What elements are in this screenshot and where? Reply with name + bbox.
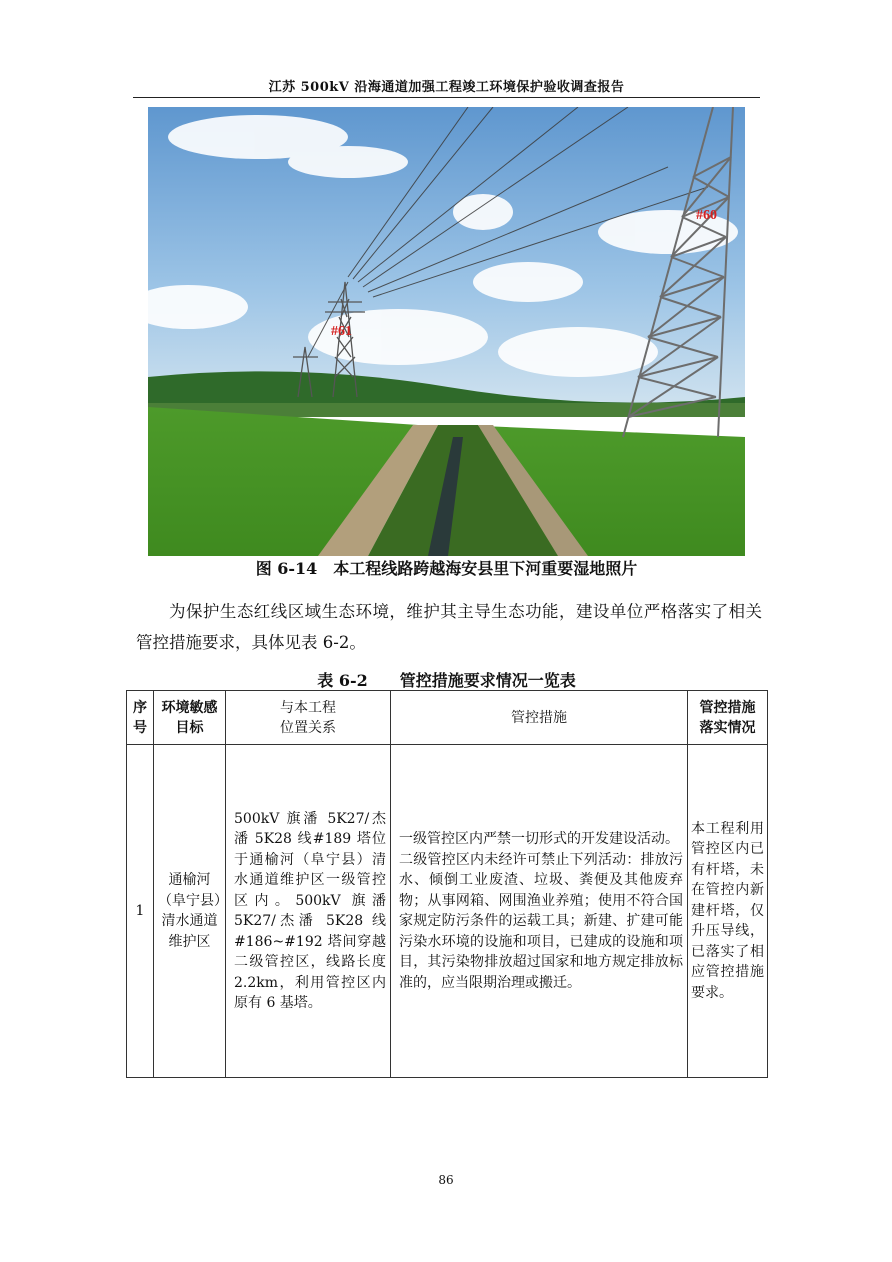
- header-target-line1: 环境敏感: [161, 699, 218, 716]
- row-measures: [391, 745, 688, 1078]
- row-status: 本工程利用管控区内已有杆塔，未在管控内新建杆塔，仅升压导线，已落实了相应管控措施要求。: [688, 745, 768, 1078]
- header-measures: 管控措施: [391, 691, 688, 745]
- header-status: [688, 691, 768, 745]
- header-status-line1: 管控措施: [699, 699, 756, 716]
- row-relation: 500kV 旗潘 5K27/杰潘 5K28 线#189 塔位于通榆河（阜宁县）清水通道维护区一级管控区内。500kV 旗潘 5K27/杰潘 5K28 线#186~#192 塔间穿越二级管控区，线路长度 2.2km，利用管控区内原有 6 基塔。: [226, 745, 391, 1078]
- header-divider: [133, 97, 760, 98]
- row-index: 1: [127, 745, 154, 1078]
- measure-primary-zone: 一级管控区内严禁一切形式的开发建设活动。: [399, 831, 679, 847]
- tower-label-60: #60: [696, 208, 717, 223]
- header-target: [154, 691, 226, 745]
- header-relation-line1: 与本工程: [280, 699, 336, 716]
- header-index-line1: 序: [133, 699, 147, 716]
- table-row: [127, 745, 768, 1078]
- measure-secondary-zone: 二级管控区内未经许可禁止下列活动：排放污水、倾倒工业废渣、垃圾、粪便及其他废弃物；从事网箱、网围渔业养殖；使用不符合国家规定防污条件的运载工具；新建、扩建可能污染水环境的设施和项目，已建成的设施和项目，其污染物排放超过国家和地方规定排放标准的，应当限期治理或搬迁。: [399, 851, 683, 991]
- row-target: 通榆河（阜宁县）清水通道维护区: [154, 745, 226, 1078]
- header-status-line2: 落实情况: [699, 719, 756, 736]
- figure-caption: 图 6-14 本工程线路跨越海安县里下河重要湿地照片: [255, 559, 638, 578]
- report-header-title: 江苏 500kV 沿海通道加强工程竣工环境保护验收调查报告: [268, 80, 625, 95]
- table-header-row: [127, 691, 768, 745]
- header-target-line2: 目标: [175, 719, 204, 736]
- header-relation: [226, 691, 391, 745]
- control-measures-table: [126, 690, 768, 1078]
- header-index: [127, 691, 154, 745]
- table-title: 表 6-2 管控措施要求情况一览表: [317, 671, 576, 690]
- tower-label-61: #61: [331, 324, 352, 339]
- page-number: 86: [438, 1173, 454, 1187]
- header-relation-line2: 位置关系: [280, 719, 336, 736]
- wetland-crossing-photo: [148, 107, 745, 556]
- header-index-line2: 号: [133, 719, 147, 736]
- body-paragraph: 为保护生态红线区域生态环境，维护其主导生态功能，建设单位严格落实了相关管控措施要求，具体见表 6-2。: [136, 602, 762, 652]
